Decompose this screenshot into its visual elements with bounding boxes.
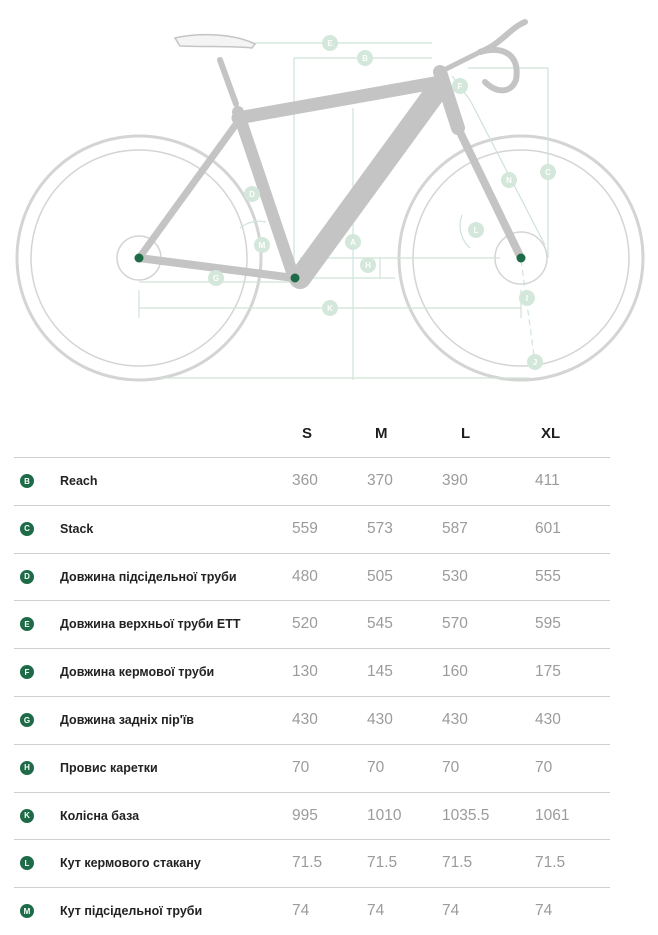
letter-badge: E [20, 617, 34, 631]
row-value: 74 [367, 902, 385, 920]
marker-e [322, 35, 338, 51]
row-value: 480 [292, 567, 318, 585]
table-row [14, 839, 610, 887]
svg-text:A: A [350, 238, 356, 247]
letter-badge: K [20, 809, 34, 823]
row-value: 70 [292, 758, 310, 776]
row-value: 70 [442, 758, 460, 776]
row-label: Довжина кермової труби [60, 665, 215, 680]
size-header-l: L [461, 425, 471, 442]
row-value: 505 [367, 567, 393, 585]
marker-n [501, 172, 517, 188]
svg-text:J: J [532, 358, 538, 367]
row-value: 430 [292, 711, 318, 728]
row-value: 71.5 [442, 854, 473, 872]
row-value: 570 [442, 615, 468, 633]
marker-f [452, 78, 468, 94]
row-label: Кут кермового стакану [60, 856, 201, 871]
svg-text:E: E [327, 39, 333, 48]
letter-badge: F [20, 665, 34, 679]
row-value: 160 [442, 663, 468, 681]
row-value: 601 [535, 519, 561, 537]
table-row [14, 505, 610, 553]
row-value: 430 [535, 711, 561, 728]
svg-text:C: C [545, 168, 551, 177]
row-value: 360 [292, 472, 318, 489]
marker-k [322, 300, 338, 316]
table-row [14, 600, 610, 648]
row-value: 175 [535, 663, 561, 681]
marker-l [468, 222, 484, 238]
table-row [14, 887, 610, 935]
row-value: 71.5 [535, 854, 566, 872]
svg-text:K: K [327, 304, 333, 313]
row-value: 595 [535, 615, 561, 633]
row-value: 1035.5 [442, 806, 490, 824]
row-label: Stack [60, 521, 94, 536]
rear-axle-dot [135, 254, 144, 263]
svg-text:H: H [365, 261, 371, 270]
dimension-markers [208, 35, 556, 370]
letter-badge: H [20, 761, 34, 775]
svg-text:N: N [506, 176, 512, 185]
svg-text:L: L [473, 226, 479, 235]
svg-text:D: D [249, 190, 255, 199]
svg-text:I: I [525, 294, 529, 303]
row-value: 559 [292, 519, 318, 537]
marker-b [357, 50, 373, 66]
row-value: 995 [292, 806, 318, 824]
row-label: Колісна база [60, 808, 140, 823]
row-value: 74 [442, 902, 460, 920]
saddle [175, 35, 255, 48]
marker-j [527, 354, 543, 370]
letter-badge: L [20, 856, 34, 870]
row-label: Довжина підсідельної труби [60, 569, 237, 584]
row-value: 545 [367, 615, 393, 633]
row-value: 1061 [535, 806, 570, 824]
row-value: 74 [292, 902, 310, 920]
row-value: 130 [292, 663, 318, 681]
row-value: 71.5 [292, 854, 323, 872]
size-header-xl: XL [541, 425, 561, 442]
letter-badge: C [20, 522, 34, 536]
letter-badge: D [20, 570, 34, 584]
marker-a [345, 234, 361, 250]
row-value: 71.5 [367, 854, 398, 872]
table-row [14, 696, 610, 744]
row-value: 573 [367, 519, 393, 537]
row-value: 411 [535, 472, 560, 489]
row-value: 430 [442, 711, 468, 728]
letter-badge: B [20, 474, 34, 488]
row-value: 70 [535, 758, 553, 776]
marker-h [360, 257, 376, 273]
row-value: 587 [442, 519, 468, 537]
row-label: Довжина задніх пір'їв [60, 713, 194, 727]
front-axle-dot [517, 254, 526, 263]
marker-d [244, 186, 260, 202]
size-header-s: S [302, 425, 313, 442]
marker-i [519, 290, 535, 306]
size-header-m: M [375, 425, 388, 442]
row-value: 370 [367, 472, 393, 489]
marker-g [208, 270, 224, 286]
row-label: Reach [60, 474, 98, 488]
svg-text:G: G [212, 274, 220, 283]
table-row [14, 744, 610, 792]
svg-text:M: M [258, 241, 266, 250]
row-value: 70 [367, 758, 385, 776]
bottom-bracket-dot [291, 274, 300, 283]
letter-badge: G [20, 713, 34, 727]
letter-badge: M [20, 904, 34, 918]
bike-geometry-diagram [0, 0, 658, 395]
svg-text:F: F [457, 82, 463, 91]
marker-m [254, 237, 270, 253]
row-value: 520 [292, 615, 318, 633]
handlebar [480, 22, 525, 90]
table-row [14, 553, 610, 601]
table-row [14, 457, 610, 505]
row-value: 555 [535, 567, 561, 585]
row-label: Провис каретки [60, 760, 158, 775]
row-value: 1010 [367, 806, 402, 824]
row-label: Довжина верхньої труби ETT [60, 617, 241, 632]
row-label: Кут підсідельної труби [60, 904, 203, 919]
row-value: 530 [442, 567, 468, 585]
marker-c [540, 164, 556, 180]
svg-text:B: B [362, 54, 368, 63]
row-value: 74 [535, 902, 553, 920]
table-row [14, 792, 610, 840]
row-value: 145 [367, 663, 393, 681]
row-value: 430 [367, 711, 393, 728]
row-value: 390 [442, 472, 468, 489]
table-row [14, 648, 610, 696]
